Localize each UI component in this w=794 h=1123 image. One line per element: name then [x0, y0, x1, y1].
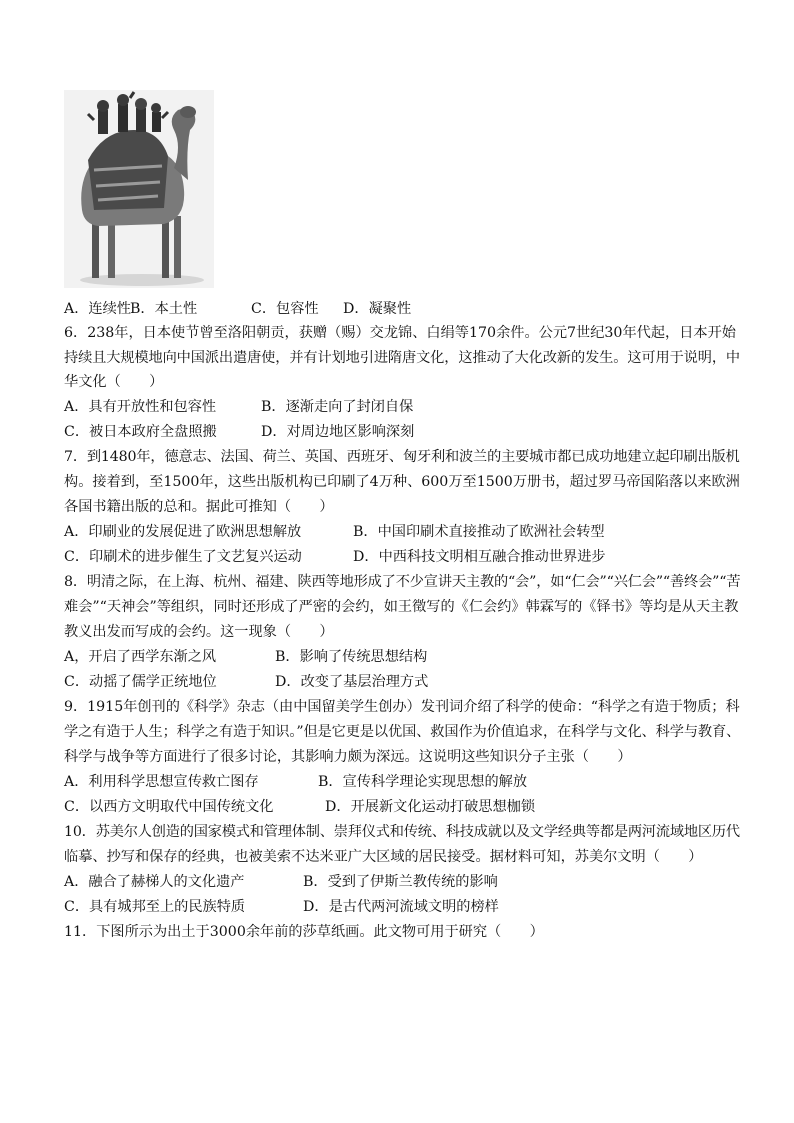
q8-stem-line-1: 8．明清之际，在上海、杭州、福建、陕西等地形成了不少宣讲天主教的“会”，如“仁会”“兴仁会”“善终会”“苦 [64, 574, 741, 590]
q6-option-a: A．具有开放性和包容性 [64, 399, 217, 415]
q9-stem-line-1: 9．1915年创刊的《科学》杂志（由中国留美学生创办）发刊词介绍了科学的使命：“科学之有造于物质；科 [64, 699, 740, 715]
q6-option-d: D．对周边地区影响深刻 [261, 424, 415, 440]
camel-figurine-image [64, 90, 214, 288]
q6-stem-line-2: 持续且大规模地向中国派出遣唐使，并有计划地引进隋唐文化，这推动了大化改新的发生。这可用于说明，中 [64, 350, 741, 366]
q10-option-d: D．是古代两河流域文明的榜样 [303, 899, 499, 915]
q10-stem-line-2: 临摹、抄写和保存的经典，也被美索不达米亚广大区域的居民接受。据材料可知，苏美尔文明（ ） [64, 849, 703, 865]
q6-option-c: C．被日本政府全盘照搬 [64, 424, 217, 440]
q8-option-d: D．改变了基层治理方式 [275, 674, 429, 690]
q6-option-b: B．逐渐走向了封闭自保 [261, 399, 414, 415]
q8-option-a: A，开启了西学东渐之风 [64, 649, 217, 665]
q8-stem-line-2: 难会”“天神会”等组织，同时还形成了严密的会约，如王徵写的《仁会约》韩霖写的《铎书》等均是从天主教 [64, 599, 739, 615]
q8-option-c: C．动摇了儒学正统地位 [64, 674, 217, 690]
q7-option-c: C．印刷术的进步催生了文艺复兴运动 [64, 549, 302, 565]
q5-option-a: A．连续性 [64, 301, 131, 317]
q9-option-c: C．以西方文明取代中国传统文化 [64, 799, 274, 815]
q6-stem-line-1: 6．238年，日本使节曾至洛阳朝贡，获赠（赐）交龙锦、白绢等170余件。公元7世纪30年代起，日本开始 [64, 325, 736, 341]
q7-option-d: D．中西科技文明相互融合推动世界进步 [353, 549, 606, 565]
q7-stem-line-1: 7．到1480年，德意志、法国、荷兰、英国、西班牙、匈牙利和波兰的主要城市都已成功地建立起印刷出版机 [64, 449, 740, 465]
q9-stem-line-3: 科学与战争等方面进行了很多讨论，其影响力颇为深远。这说明这些知识分子主张（ ） [64, 749, 632, 765]
q6-stem-line-3: 华文化（ ） [64, 374, 164, 390]
q7-option-b: B．中国印刷术直接推动了欧洲社会转型 [353, 524, 605, 540]
q5-option-b: B．本土性 [130, 301, 198, 317]
q7-stem-line-2: 构。接着到，至1500年，这些出版机构已印刷了4万种、600万至1500万册书，超过罗马帝国陷落以来欧洲 [64, 474, 740, 490]
q8-option-b: B．影响了传统思想结构 [275, 649, 428, 665]
q9-stem-line-2: 学之有造于人生；科学之有造于知识。”但是它更是以优国、救国作为价值追求，在科学与文化、科学与教育、 [64, 724, 741, 740]
q9-option-d: D．开展新文化运动打破思想枷锁 [325, 799, 536, 815]
q9-option-b: B．宣传科学理论实现思想的解放 [318, 774, 528, 790]
q11-stem-line-1: 11．下图所示为出土于3000余年前的莎草纸画。此文物可用于研究（ ） [64, 924, 544, 940]
q5-option-d: D．凝聚性 [343, 301, 412, 317]
q10-option-a: A．融合了赫梯人的文化遗产 [64, 874, 245, 890]
q5-option-c: C．包容性 [251, 301, 319, 317]
q10-option-b: B．受到了伊斯兰教传统的影响 [303, 874, 498, 890]
q10-stem-line-1: 10．苏美尔人创造的国家模式和管理体制、崇拜仪式和传统、科技成就以及文学经典等都是两河流域地区历代 [64, 824, 740, 840]
q7-option-a: A．印刷业的发展促进了欧洲思想解放 [64, 524, 302, 540]
q9-option-a: A．利用科学思想宣传救亡图存 [64, 774, 259, 790]
q8-stem-line-3: 教义出发而写成的会约。这一现象（ ） [64, 624, 334, 640]
q10-option-c: C．具有城邦至上的民族特质 [64, 899, 246, 915]
q7-stem-line-3: 各国书籍出版的总和。据此可推知（ ） [64, 499, 334, 515]
